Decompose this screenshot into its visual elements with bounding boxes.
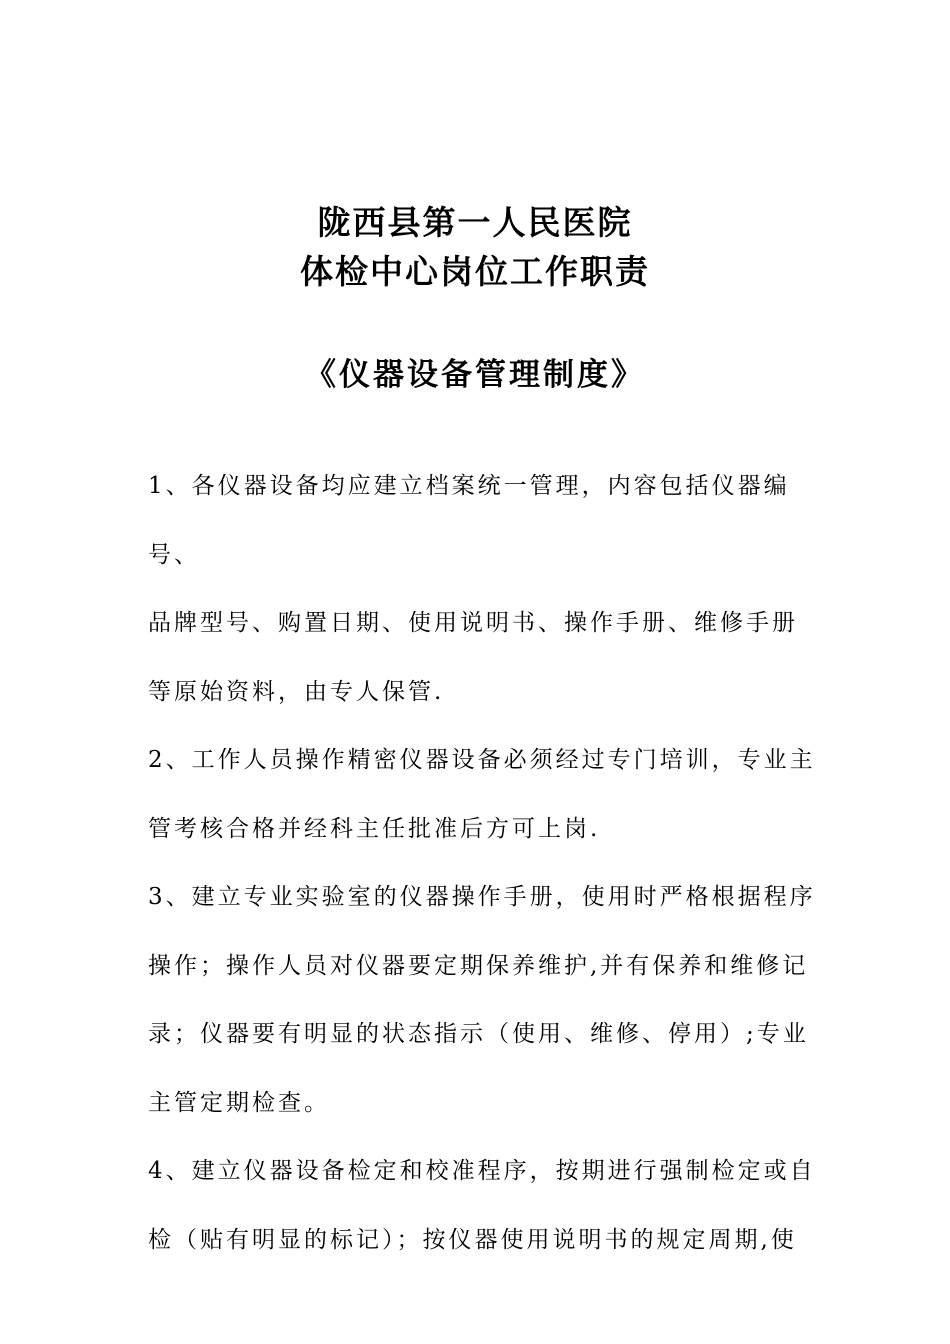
body-line: 4、建立仪器设备检定和校准程序，按期进行强制检定或自 bbox=[148, 1158, 816, 1184]
body-line: 操作；操作人员对仪器要定期保养维护,并有保养和维修记 bbox=[148, 952, 809, 979]
body-line: 管考核合格并经科主任批准后方可上岗. bbox=[148, 815, 601, 842]
body-line: 检（贴有明显的标记）；按仪器使用说明书的规定周期,使 bbox=[148, 1226, 797, 1253]
document-subtitle: 《仪器设备管理制度》 bbox=[305, 357, 645, 393]
body-line: 主管定期检查。 bbox=[148, 1089, 330, 1116]
body-line: 2、工作人员操作精密仪器设备必须经过专门培训，专业主 bbox=[148, 747, 816, 773]
document-title-hospital: 陇西县第一人民医院 bbox=[317, 203, 633, 242]
body-line: 录；仪器要有明显的状态指示（使用、维修、停用）;专业 bbox=[148, 1021, 809, 1047]
document-body bbox=[148, 452, 833, 1274]
body-line: 1、各仪器设备均应建立档案统一管理，内容包括仪器编号、 bbox=[148, 473, 790, 568]
body-line: 品牌型号、购置日期、使用说明书、操作手册、维修手册 bbox=[148, 610, 798, 636]
body-line: 等原始资料，由专人保管. bbox=[148, 678, 445, 705]
body-line: 3、建立专业实验室的仪器操作手册，使用时严格根据程序 bbox=[148, 884, 816, 910]
document-title-department: 体检中心岗位工作职责 bbox=[300, 252, 650, 291]
